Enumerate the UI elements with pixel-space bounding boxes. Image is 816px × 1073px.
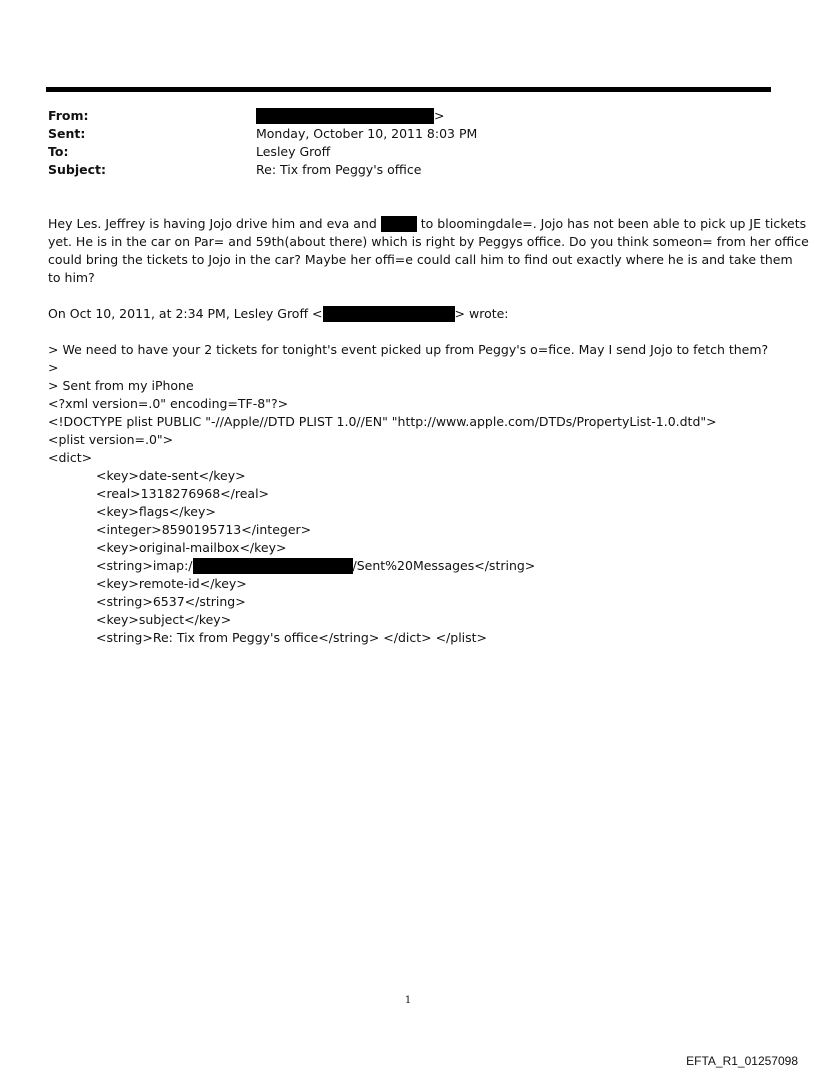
redaction-box xyxy=(323,306,455,322)
redaction-box xyxy=(256,108,434,124)
sent-label: Sent: xyxy=(48,126,86,141)
xml-line: <plist version=.0"> xyxy=(48,432,174,447)
dict-entry: <key>date-sent</key> xyxy=(96,468,246,483)
sent-value: Monday, October 10, 2011 8:03 PM xyxy=(256,126,478,141)
dict-entry-imap xyxy=(96,557,535,575)
imap-prefix: <string>imap:/ xyxy=(96,558,193,573)
body-line-4: to him? xyxy=(48,270,95,285)
quote-intro xyxy=(48,305,509,323)
body-text-segment: Hey Les. Jeffrey is having Jojo drive him and eva and xyxy=(48,216,381,231)
subject-label: Subject: xyxy=(48,162,106,177)
header-divider xyxy=(46,87,771,92)
from-value xyxy=(256,107,444,125)
quoted-line: > Sent from my iPhone xyxy=(48,378,194,393)
subject-value: Re: Tix from Peggy's office xyxy=(256,162,422,177)
dict-entry: <key>original-mailbox</key> xyxy=(96,540,287,555)
body-line-1 xyxy=(48,215,806,233)
body-line-3: could bring the tickets to Jojo in the car? Maybe her offi=e could call him to find out exactly where he is and take them xyxy=(48,252,793,267)
imap-suffix: /Sent%20Messages</string> xyxy=(352,558,536,573)
quote-intro-suffix: > wrote: xyxy=(454,306,509,321)
from-suffix: > xyxy=(434,108,445,123)
dict-entry: <real>1318276968</real> xyxy=(96,486,270,501)
dict-entry: <string>6537</string> xyxy=(96,594,246,609)
dict-entry: <integer>8590195713</integer> xyxy=(96,522,312,537)
to-label: To: xyxy=(48,144,69,159)
dict-entry: <string>Re: Tix from Peggy's office</string> </dict> </plist> xyxy=(96,630,488,645)
dict-entry: <key>subject</key> xyxy=(96,612,232,627)
to-value: Lesley Groff xyxy=(256,144,331,159)
quoted-line: > We need to have your 2 tickets for tonight's event picked up from Peggy's o=fice. May I send Jojo to fetch them? xyxy=(48,342,769,357)
body-text-segment: to bloomingdale=. Jojo has not been able to pick up JE tickets xyxy=(416,216,807,231)
from-label: From: xyxy=(48,108,89,123)
page-number: 1 xyxy=(404,995,412,1006)
xml-line: <?xml version=.0" encoding=TF-8"?> xyxy=(48,396,289,411)
redaction-box xyxy=(381,216,417,232)
bates-number: EFTA_R1_01257098 xyxy=(686,1054,798,1068)
quoted-line: > xyxy=(48,360,59,375)
xml-line: <!DOCTYPE plist PUBLIC "-//Apple//DTD PLIST 1.0//EN" "http://www.apple.com/DTDs/PropertyList-1.0.dtd"> xyxy=(48,414,717,429)
quote-intro-text: On Oct 10, 2011, at 2:34 PM, Lesley Groff < xyxy=(48,306,323,321)
xml-line: <dict> xyxy=(48,450,93,465)
dict-entry: <key>remote-id</key> xyxy=(96,576,247,591)
body-line-2: yet. He is in the car on Par= and 59th(about there) which is right by Peggys office. Do you think someon= from her office xyxy=(48,234,809,249)
redaction-box xyxy=(193,558,353,574)
dict-entry: <key>flags</key> xyxy=(96,504,216,519)
